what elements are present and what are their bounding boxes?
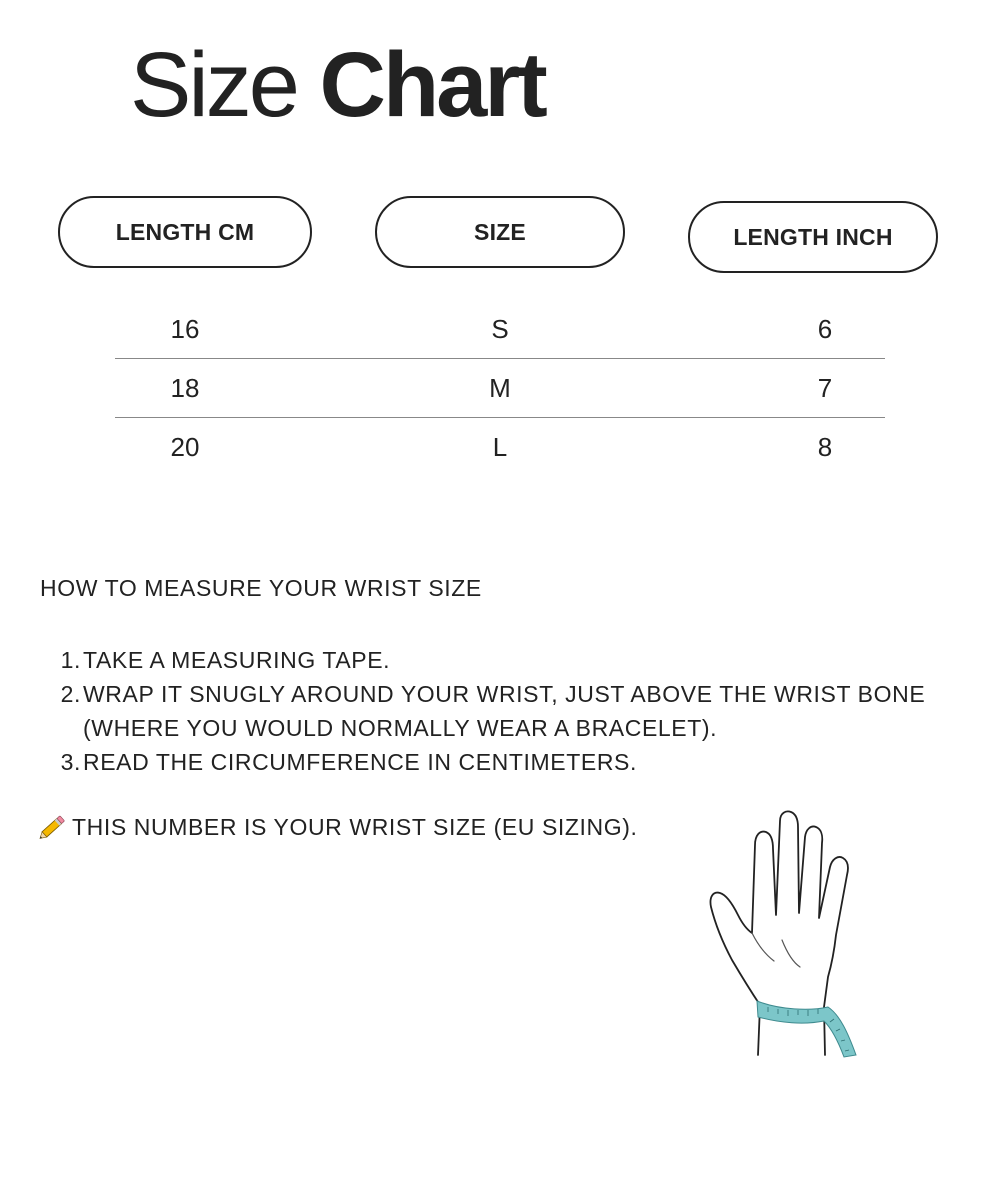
cell-length-inch: 7: [817, 373, 833, 403]
page-title: [130, 30, 545, 140]
sizing-note: [38, 813, 638, 841]
step-number: 3.: [60, 749, 81, 775]
step-number: 1.: [60, 647, 81, 673]
table-row: [115, 359, 885, 418]
step-number: 2.: [60, 681, 81, 707]
cell-size: L: [492, 432, 508, 462]
note-text: THIS NUMBER IS YOUR WRIST SIZE (EU SIZING).: [72, 814, 638, 840]
page-title-bold: Chart: [319, 34, 545, 136]
list-item: [40, 677, 1000, 745]
table-row: [115, 418, 885, 476]
header-length-inch: LENGTH INCH: [688, 201, 938, 273]
header-length-cm: LENGTH CM: [58, 196, 312, 268]
table-row: [115, 300, 885, 359]
measure-heading: HOW TO MEASURE YOUR WRIST SIZE: [40, 575, 482, 601]
cell-length-cm: 20: [170, 432, 200, 462]
cell-length-cm: 18: [170, 373, 200, 403]
cell-length-cm: 16: [170, 314, 200, 344]
step-text: READ THE CIRCUMFERENCE IN CENTIMETERS.: [83, 749, 637, 775]
cell-size: M: [489, 373, 511, 403]
pencil-icon: [38, 813, 68, 839]
step-text: TAKE A MEASURING TAPE.: [83, 647, 391, 673]
hand-measuring-tape-illustration: [700, 805, 870, 1060]
header-size: SIZE: [375, 196, 625, 268]
page-title-light: Size: [130, 34, 297, 136]
cell-size: S: [491, 314, 509, 344]
list-item: [40, 643, 1000, 677]
cell-length-inch: 6: [817, 314, 833, 344]
measure-steps: [40, 643, 1000, 779]
cell-length-inch: 8: [817, 432, 833, 462]
list-item: [40, 745, 1000, 779]
step-text: WRAP IT SNUGLY AROUND YOUR WRIST, JUST ABOVE THE WRIST BONE (WHERE YOU WOULD NORMALLY WEAR A BRACELET).: [83, 681, 926, 741]
